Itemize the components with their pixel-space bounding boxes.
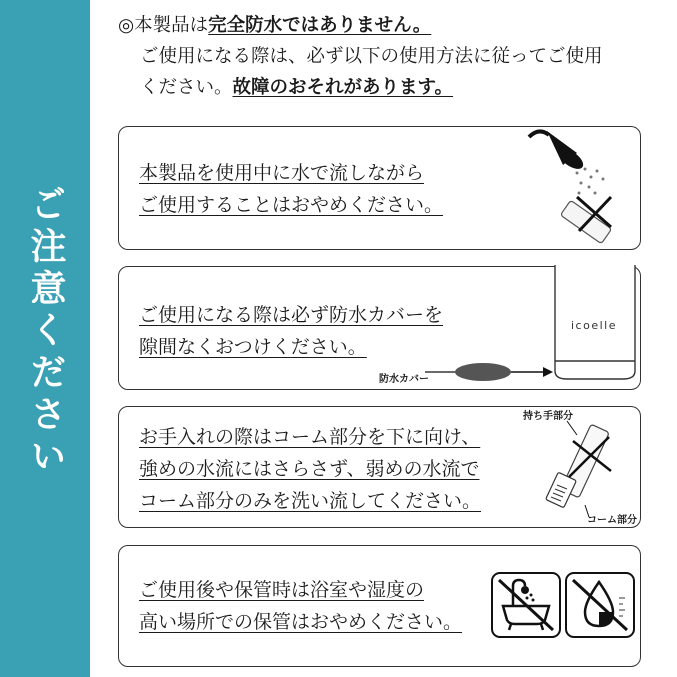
card-storage	[118, 545, 641, 667]
card-cleaning	[118, 406, 641, 528]
cover-label: 防水カバー	[379, 374, 429, 385]
card-cleaning-line-2: 強めの水流にはさらさず、弱めの水流で	[139, 458, 480, 480]
notice-line-3	[118, 72, 658, 103]
sidebar	[0, 0, 90, 677]
shower-icon	[519, 127, 629, 247]
notice-lead: 本製品は	[134, 15, 209, 36]
card-cover-line-1: ご使用になる際は必ず防水カバーを	[139, 304, 444, 326]
no-bathroom-icon	[491, 572, 561, 638]
card-shower	[118, 126, 641, 250]
card-cover	[118, 266, 641, 390]
card-cleaning-line-3: コーム部分のみを洗い流してください。	[139, 490, 482, 512]
card-shower-line-2: ご使用することはおやめください。	[139, 194, 444, 216]
notice-line-1	[118, 10, 658, 41]
notice-line3-emphasis: 故障のおそれがあります。	[232, 77, 454, 98]
card-cleaning-text	[139, 421, 481, 517]
card-storage-line-2: 高い場所での保管はおやめください。	[139, 611, 463, 633]
card-storage-text	[139, 574, 462, 638]
notice-mark: ◎	[118, 15, 135, 36]
notice-line3-lead: ください。	[140, 77, 233, 98]
device-brand: icoelle	[571, 319, 617, 332]
card-shower-line-1: 本製品を使用中に水で流しながら	[139, 162, 425, 184]
no-humidity-icon	[565, 572, 635, 638]
card-cover-line-2: 隙間なくおつけください。	[139, 336, 367, 358]
handle-label: 持ち手部分	[523, 411, 573, 422]
comb-device-icon	[519, 413, 629, 523]
notice	[118, 10, 658, 103]
card-cover-text	[139, 299, 443, 363]
sidebar-title: ご注意ください	[25, 185, 66, 479]
card-storage-line-1: ご使用後や保管時は浴室や湿度の	[139, 579, 425, 601]
comb-label: コーム部分	[587, 515, 637, 526]
notice-line-2: ご使用になる際は、必ず以下の使用方法に従ってご使用	[140, 46, 603, 67]
card-cleaning-line-1: お手入れの際はコーム部分を下に向け、	[139, 426, 481, 448]
card-shower-text	[139, 157, 443, 221]
notice-emphasis: 完全防水ではありません。	[208, 15, 432, 36]
